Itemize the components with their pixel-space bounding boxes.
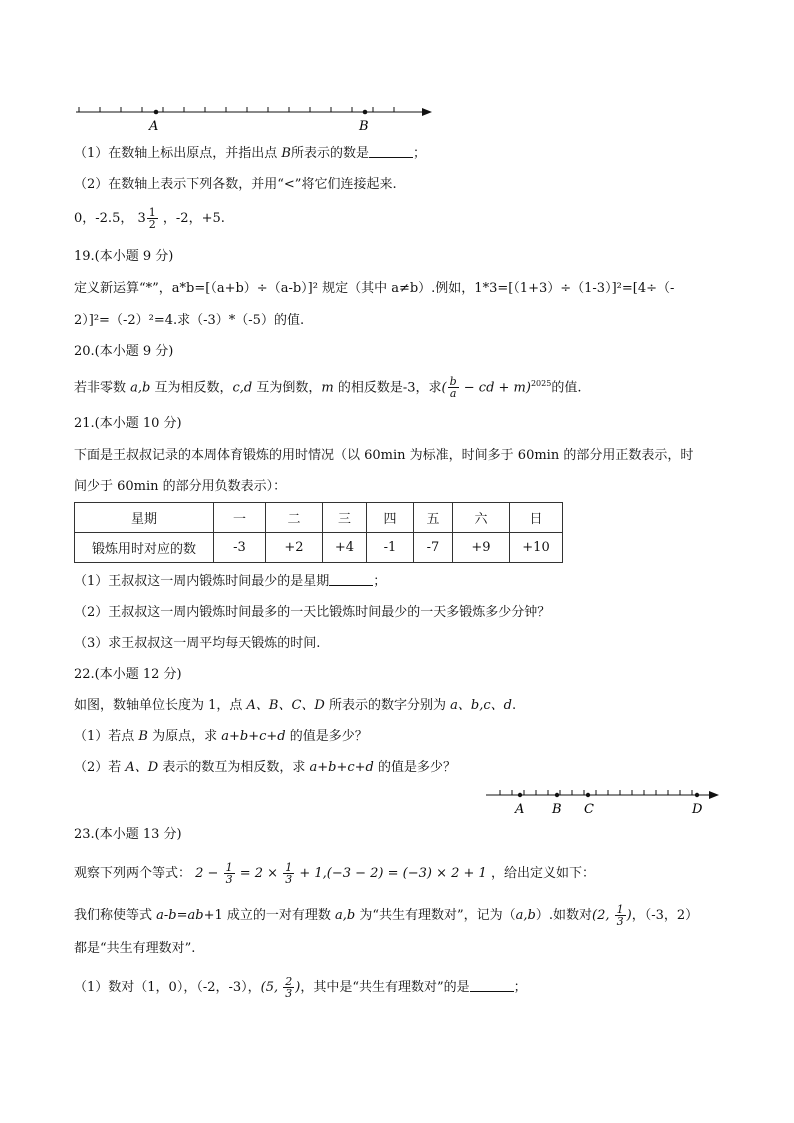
label-d: D bbox=[692, 802, 703, 817]
label-b: B bbox=[359, 119, 369, 134]
label-a: A bbox=[149, 119, 159, 134]
exercise-table bbox=[74, 502, 563, 563]
label-a: A bbox=[515, 802, 525, 817]
point-b bbox=[555, 793, 559, 797]
number-line-q22 bbox=[482, 783, 727, 817]
answer-blank bbox=[369, 145, 413, 158]
q18-numbers: 0，-2.5， 3 $\frac{1}{2}$ ，-2，+5. bbox=[74, 206, 225, 231]
answer-blank bbox=[470, 979, 514, 992]
q19-line1: 定义新运算“*”，a*b=[（a+b）÷（a-b）]² 规定（其中 a≠b）.例如，1*3=[（1+3）÷（1-3）]²=[4÷（- bbox=[74, 281, 675, 296]
q22-part2: （2）若 A、D 表示的数互为相反数，求 a+b+c+d 的值是多少？ bbox=[74, 760, 456, 775]
q23-heading: 23.(本小题 13 分) bbox=[74, 827, 182, 842]
mixed-fraction: $\frac{1}{2}$ bbox=[148, 206, 156, 231]
point-b bbox=[363, 110, 368, 115]
q20-heading: 20.(本小题 9 分) bbox=[74, 344, 174, 359]
q18-part1: （1）在数轴上标出原点，并指出点 B所表示的数是 ； bbox=[74, 146, 426, 161]
q22-part1: （1）若点 B 为原点，求 a+b+c+d 的值是多少？ bbox=[74, 729, 368, 744]
point-c bbox=[586, 793, 590, 797]
q21-part2: （2）王叔叔这一周内锻炼时间最多的一天比锻炼时间最少的一天多锻炼多少分钟？ bbox=[74, 605, 551, 620]
q19-heading: 19.(本小题 9 分) bbox=[74, 249, 174, 264]
q19-line2: 2）]²=（-2）²=4.求（-3）*（-5）的值. bbox=[74, 313, 305, 328]
q18-part2: （2）在数轴上表示下列各数，并用“<”将它们连接起来. bbox=[74, 177, 397, 192]
q22-line1: 如图，数轴单位长度为 1，点 A、B、C、D 所表示的数字分别为 a、b,c、d. bbox=[74, 698, 517, 713]
table-row: 锻炼用时对应的数 -3 +2 +4 -1 -7 +9 +10 bbox=[75, 533, 563, 563]
q23-definition: 我们称使等式 a-b=ab+1 成立的一对有理数 a,b 为“共生有理数对”，记为（a,b）.如数对(2, $\frac{1}{3}$ )，（-3，2） bbox=[74, 903, 699, 928]
point-a bbox=[518, 793, 522, 797]
label-b: B bbox=[552, 802, 562, 817]
q23-definition2: 都是“共生有理数对”. bbox=[74, 941, 196, 956]
q21-part1: （1）王叔叔这一周内锻炼时间最少的是星期 ； bbox=[74, 574, 387, 589]
q21-intro2: 间少于 60min 的部分用负数表示）： bbox=[74, 479, 287, 494]
q21-intro1: 下面是王叔叔记录的本周体育锻炼的用时情况（以 60min 为标准，时间多于 60min 的部分用正数表示，时 bbox=[74, 448, 694, 463]
answer-blank bbox=[329, 573, 373, 586]
table-row: 星期 一 二 三 四 五 六 日 bbox=[75, 503, 563, 533]
q22-heading: 22.(本小题 12 分) bbox=[74, 667, 182, 682]
b-over-a: $\frac{b}{a}$ bbox=[449, 375, 457, 401]
q21-heading: 21.(本小题 10 分) bbox=[74, 416, 182, 431]
q23-observe: 观察下列两个等式： 2 − $\frac{1}{3}$ = 2 × $\frac{1}{3}$ + 1,(−3 − 2) = (−3) × 2 + 1 ，给出定义如下： bbox=[74, 861, 595, 886]
number-line-top bbox=[70, 100, 440, 136]
q20-text: 若非零数 a,b 互为相反数，c,d 互为倒数，m 的相反数是-3，求( $\frac{b}{a}$ − cd + m)$^{2025}$的值. bbox=[74, 375, 582, 401]
label-c: C bbox=[584, 802, 594, 817]
q21-part3: （3）求王叔叔这一周平均每天锻炼的时间. bbox=[74, 636, 321, 651]
point-d bbox=[695, 793, 699, 797]
point-a bbox=[154, 110, 159, 115]
q23-part1: （1）数对（1，0），（-2，-3），(5, $\frac{2}{3}$ )，其中是“共生有理数对”的是 ； bbox=[74, 975, 527, 1000]
